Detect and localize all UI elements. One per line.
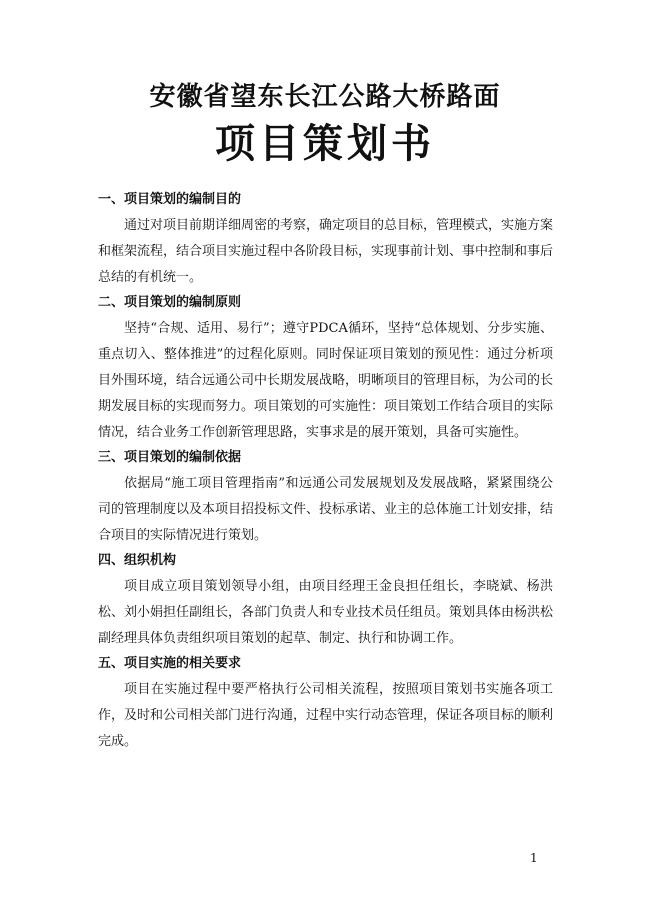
document-body xyxy=(98,190,553,757)
section-heading: 三、项目策划的编制依据 xyxy=(98,450,242,465)
section-paragraph: 坚持“合规、适用、易行”；遵守PDCA循环，坚持“总体规划、分步实施、重点切入、整体推进”的过程化原则。同时保证项目策划的预见性：通过分析项目外围环境，结合远通公司中长期发展战略，明晰项目的管理目标，为公司的长期发展目标的实现而努力。项目策划的可实施性：项目策划工作结合项目的实际情况，结合业务工作创新管理思路，实事求是的展开策划，具备可实施性。 xyxy=(98,321,554,440)
section-paragraph: 依据局“施工项目管理指南”和远通公司发展规划及发展战略，紧紧围绕公司的管理制度以及本项目招投标文件、投标承诺、业主的总体施工计划安排，结合项目的实际情况进行策划。 xyxy=(98,476,554,543)
page-number: 1 xyxy=(530,851,538,865)
document-title-line1: 安徽省望东长江公路大桥路面 xyxy=(149,82,501,112)
section-heading: 二、项目策划的编制原则 xyxy=(98,295,242,310)
section-heading: 四、组织机构 xyxy=(98,553,177,568)
section-principles xyxy=(98,293,553,446)
section-requirements xyxy=(98,654,553,755)
section-paragraph: 项目在实施过程中要严格执行公司相关流程，按照项目策划书实施各项工作，及时和公司相关部门进行沟通，过程中实行动态管理，保证各项目标的顺利完成。 xyxy=(98,682,554,749)
section-heading: 五、项目实施的相关要求 xyxy=(98,656,242,671)
section-paragraph: 通过对项目前期详细周密的考察，确定项目的总目标，管理模式，实施方案和框架流程，结合项目实施过程中各阶段目标，实现事前计划、事中控制和事后总结的有机统一。 xyxy=(98,218,554,285)
document-title-line2: 项目策划书 xyxy=(215,120,435,167)
section-organization xyxy=(98,551,553,652)
section-purpose xyxy=(98,190,553,291)
section-heading: 一、项目策划的编制目的 xyxy=(98,192,242,207)
section-paragraph: 项目成立项目策划领导小组，由项目经理王金良担任组长，李晓斌、杨洪松、刘小娟担任副组长，各部门负责人和专业技术员任组员。策划具体由杨洪松副经理具体负责组织项目策划的起草、制定、执行和协调工作。 xyxy=(98,579,554,646)
section-basis xyxy=(98,448,553,549)
